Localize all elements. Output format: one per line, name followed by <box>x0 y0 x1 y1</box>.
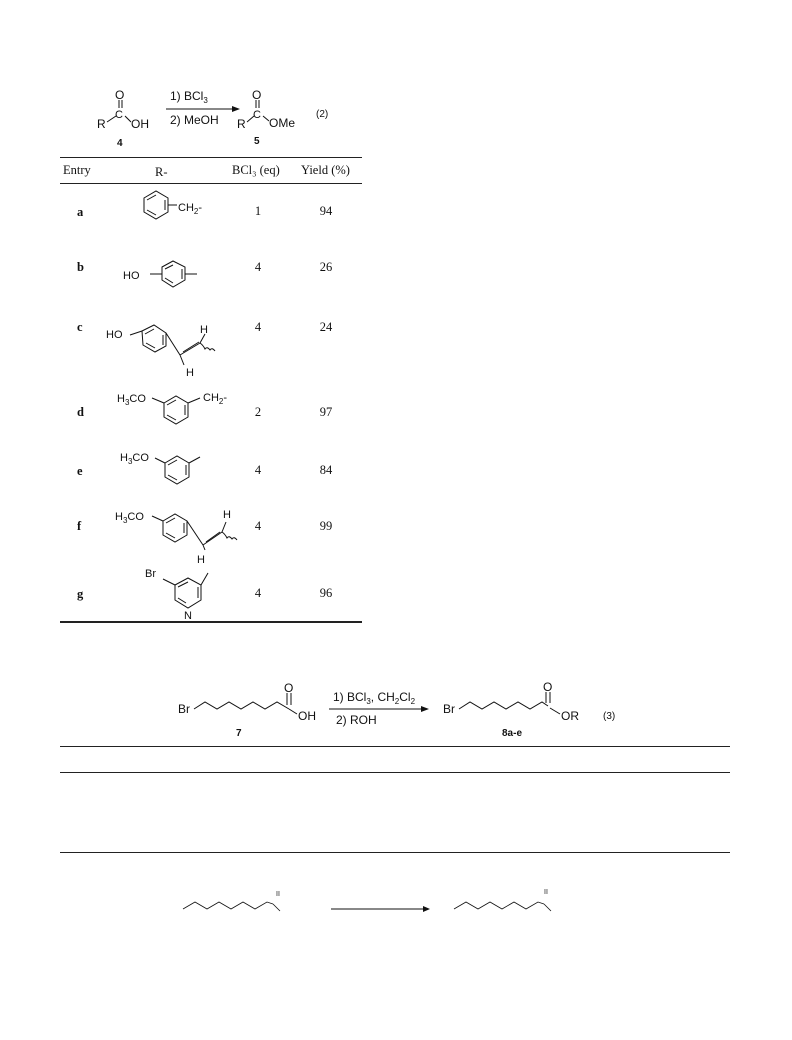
pyridine-n-label: N <box>184 610 192 622</box>
partial-chain-right <box>454 902 551 911</box>
carbon-label: C <box>115 109 123 121</box>
partial-chain-left <box>183 902 280 911</box>
entry-label: f <box>77 519 82 533</box>
column-header-yield: Yield (%) <box>301 163 350 177</box>
r-group-label: R <box>97 117 106 131</box>
compound-number-4: 4 <box>117 138 123 149</box>
carbonyl-mark: II <box>276 891 280 898</box>
reaction-arrow-bottom <box>331 906 430 912</box>
condition-step-2: 2) ROH <box>336 713 377 727</box>
entry-label: d <box>77 405 84 419</box>
yield-value: 94 <box>319 204 333 218</box>
equation-number-3: (3) <box>603 711 616 722</box>
bcl3-eq-value: 4 <box>254 519 262 533</box>
entry-label: b <box>77 260 84 274</box>
ho-label: HO <box>106 329 123 341</box>
bromo-label: Br <box>145 568 156 580</box>
bromo-label: Br <box>443 702 455 716</box>
condition-step-1: 1) BCl$_3$ <box>170 89 208 105</box>
yield-value: 26 <box>319 260 333 274</box>
vinyl-h-label: H <box>197 554 205 566</box>
methoxy-label: $H_3CO$ <box>117 393 146 407</box>
methoxy-label: $H_3CO$ <box>120 452 149 466</box>
compound-number-8a-e: 8a-e <box>502 728 523 739</box>
methoxy-label: $H_3CO$ <box>115 511 144 525</box>
bcl3-eq-value: 4 <box>254 260 262 274</box>
carbonyl-oxygen-label: O <box>284 681 294 695</box>
bcl3-eq-value: 2 <box>254 405 262 419</box>
compound-number-5: 5 <box>254 136 260 147</box>
r-group-label: R <box>237 117 246 131</box>
entry-label: e <box>77 464 83 478</box>
carbonyl-mark: II <box>544 889 548 896</box>
entry-label: g <box>77 587 84 601</box>
bromo-label: Br <box>178 702 190 716</box>
ho-label: HO <box>123 270 140 282</box>
carbonyl-oxygen-label: O <box>543 680 553 694</box>
ester-or-label: OR <box>561 709 579 723</box>
carbonyl-oxygen-label: O <box>252 88 262 102</box>
yield-value: 96 <box>319 586 333 600</box>
yield-value: 99 <box>319 519 333 533</box>
ch2-label: $CH_2-$ <box>203 392 228 406</box>
entry-label: a <box>77 205 84 219</box>
compound-number-7: 7 <box>236 728 242 739</box>
bcl3-eq-value: 4 <box>254 463 262 477</box>
bcl3-eq-value: 4 <box>254 320 262 334</box>
methoxy-label: OMe <box>269 116 296 130</box>
yield-value: 24 <box>319 320 333 334</box>
condition-step-2: 2) MeOH <box>170 113 219 127</box>
column-header-bcl3-eq: BCl₃ (eq) <box>232 163 280 177</box>
equation-number-2: (2) <box>316 109 329 120</box>
column-header-r-group: R- <box>155 165 168 179</box>
bcl3-eq-value: 4 <box>254 586 262 600</box>
yield-value: 84 <box>319 463 333 477</box>
carbonyl-oxygen-label: O <box>115 88 125 102</box>
yield-value: 97 <box>319 405 333 419</box>
vinyl-h-label: H <box>200 324 208 336</box>
ch2-label: $CH_2-$ <box>178 202 203 216</box>
column-header-entry: Entry <box>63 163 91 177</box>
entry-label: c <box>77 320 83 334</box>
hydroxyl-label: OH <box>131 117 149 131</box>
vinyl-h-label: H <box>186 367 194 379</box>
hydroxyl-label: OH <box>298 709 316 723</box>
bcl3-eq-value: 1 <box>254 204 262 218</box>
condition-step-1: 1) BCl$_3$, $CH_2Cl_2$ <box>333 690 416 706</box>
vinyl-h-label: H <box>223 509 231 521</box>
carbon-label: C <box>253 109 261 121</box>
